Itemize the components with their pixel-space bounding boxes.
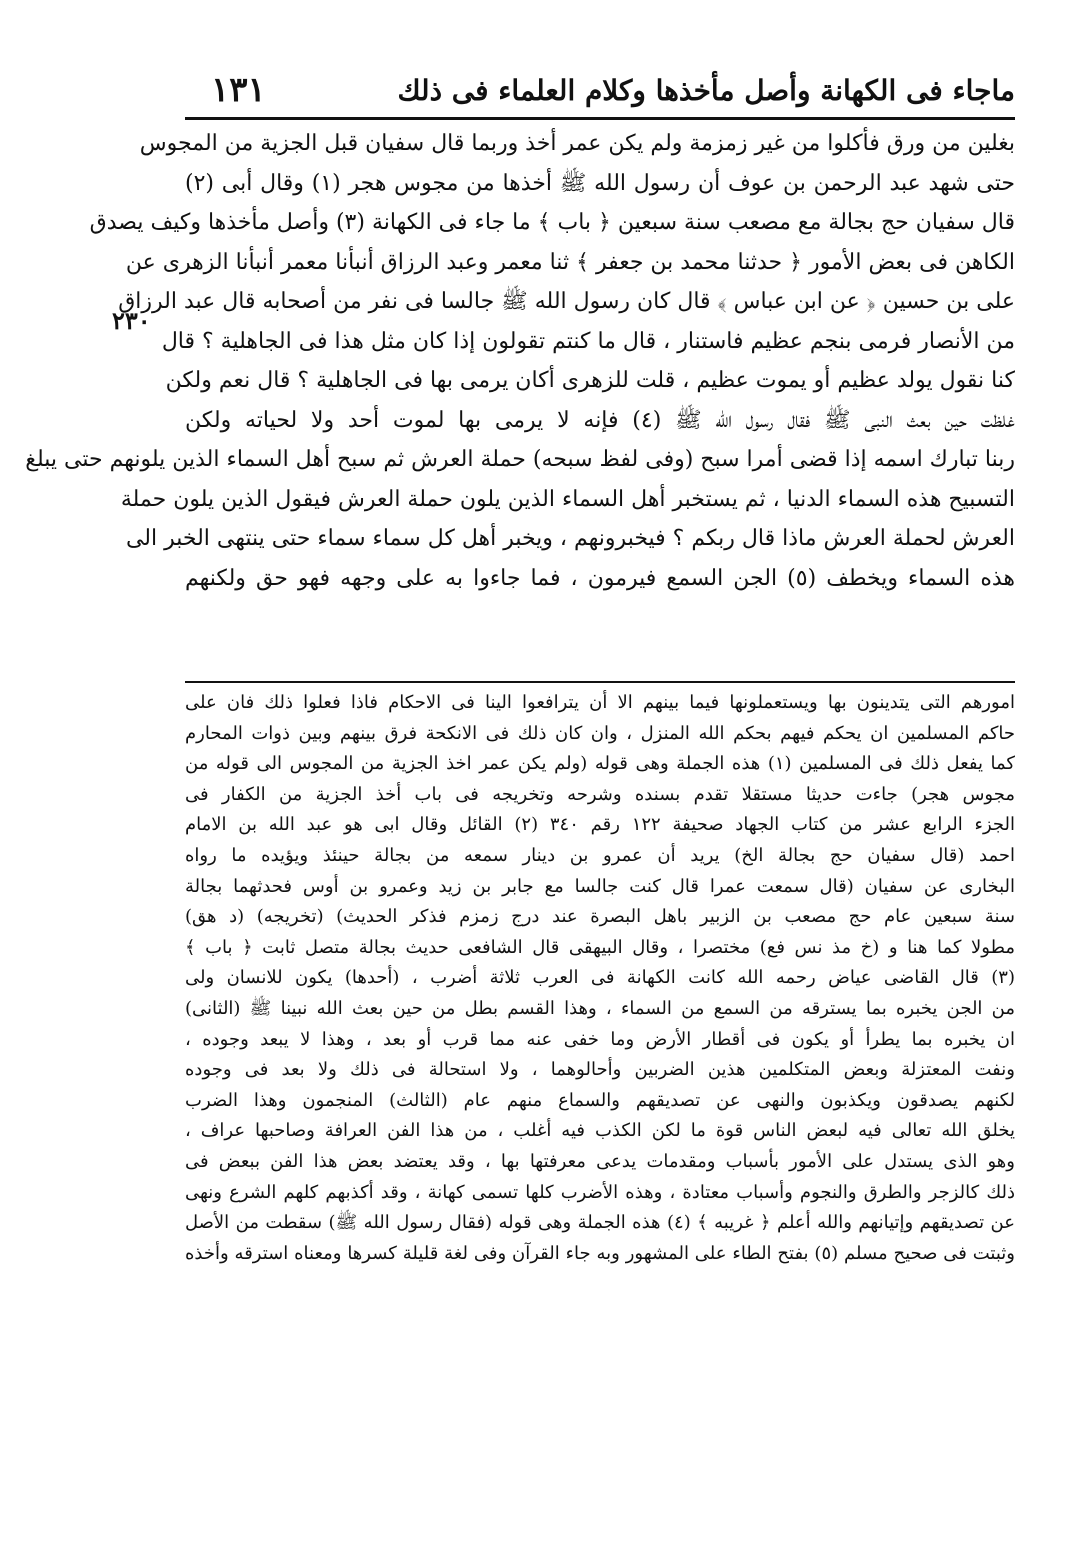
main-line: بغلين من ورق فأكلوا من غير زمزمة ولم يكن عمر أخذ وربما قال سفيان قبل الجزية من المجوس — [139, 131, 1015, 156]
footnote-line: الجزء الرابع عشر من كتاب الجهاد صحيفة ١٢٢ رقم ٣٤٠ (٢) القائل وقال ابى هو عبد الله بن الامام — [185, 814, 1015, 836]
footnote-line: من الجن يخبره بما يسترقه من السمع من السماء ، وهذا القسم بطل من حين بعث الله نبينا ﷺ (الثانى) — [185, 997, 1015, 1019]
footnote-line: يخلق الله تعالى فيه لبعض الناس قوة ما لكن الكذب فيه أغلب ، من هذا الفن العرافة وصاحبها عراف ، — [185, 1120, 1015, 1142]
footnote-line: مطولا كما هنا و (خ مذ نس فع) مختصرا ، وقال البيهقى قال الشافعى حديث بجالة متصل ثابت ﴿ باب ﴾ — [185, 936, 1015, 958]
footnote-line: امورهم التى يتدينون بها ويستعملونها فيما بينهم الا أن يترافعوا الينا فى الاحكام فاذا فعلوا ذلك فان على — [185, 692, 1015, 713]
main-line: على بن حسين ﴿ عن ابن عباس ﴾ قال كان رسول الله ﷺ جالسا فى نفر من أصحابه قال عبد الرزاق — [118, 289, 1015, 314]
footnote-line: كما يفعل ذلك فى المسلمين (١) هذه الجملة وهى قوله (ولم يكن عمر اخذ الجزية من المجوس الى قوله من — [185, 753, 1016, 775]
page-title: ماجاء فى الكهانة وأصل مأخذها وكلام العلماء فى ذلك — [397, 74, 1015, 107]
footnote-line: ان يخبره بما يطرأ أو يكون فى أقطار الأرض وما خفى عنه مما قرب أو بعد ، وهذا لا يبعد وجوده ، — [185, 1028, 1015, 1050]
footnote-divider — [185, 681, 1015, 683]
footnote-line: البخارى عن سفيان (قال سمعت عمرا قال كنت جالسا مع جابر بن زيد وعمرو بن أوس فحدثهما بجالة — [185, 875, 1015, 897]
footnote-line: ونفت المعتزلة وبعض المتكلمين هذين الضربين وأحالوهما ، ولا استحالة فى ذلك ولا بعد فى وجوده — [185, 1059, 1015, 1081]
footnote-line: لكنهم يصدقون ويكذبون والنهى عن تصديقهم والسماع منهم عام (الثالث) المنجمون وهذا الضرب — [185, 1089, 1015, 1111]
footnote-line: سنة سبعين عام حج مصعب بن الزبير باهل البصرة عند درج زمزم فذكر الحديث) (تخريجه) (د هق) — [185, 906, 1015, 928]
footnote-line: وثبتت فى صحيح مسلم (٥) بفتح الطاء على المشهور وبه جاء القرآن وفى لغة قليلة كسرها ومعناه استرقه وأخذه — [185, 1242, 1015, 1264]
main-line: كنا نقول يولد عظيم أو يموت عظيم ، قلت للزهرى أكان يرمى بها فى الجاهلية ؟ قال نعم ولكن — [165, 368, 1015, 393]
main-line: التسبيح هذه السماء الدنيا ، ثم يستخبر أهل السماء الذين يلون حملة العرش فيقول الذين يلون حملة — [120, 486, 1015, 512]
main-line: هذه السماء ويخطف (٥) الجن السمع فيرمون ، فما جاءوا به على وجهه فهو حق ولكنهم — [185, 565, 1015, 591]
footnote-line: وهو الذى يستدل على الأمور بأسباب ومقدمات يدعى معرفتها بها ، وقد يعتضد بعض هذا الفن ببعض فى — [185, 1150, 1015, 1172]
header-rule — [185, 117, 1015, 120]
main-line: الكاهن فى بعض الأمور ﴿ حدثنا محمد بن جعفر ﴾ ثنا معمر وعبد الرزاق أنبأنا معمر أنبأنا الزهرى عن — [125, 249, 1015, 275]
main-line: قال سفيان حج بجالة مع مصعب سنة سبعين ﴿ باب ﴾ ما جاء فى الكهانة (٣) وأصل مأخذها وكيف يصدق — [89, 210, 1015, 235]
main-line: ربنا تبارك اسمه إذا قضى أمرا سبح (وفى لفظ سبحه) حملة العرش ثم سبح أهل السماء الذين يلونهم حتى يبلغ — [25, 447, 1015, 472]
footnote-line: مجوس هجر) جاءت حديثا مستقلا تقدم بسنده وشرحه وتخريجه فى باب أخذ الجزية من الكفار فى — [185, 783, 1015, 805]
footnote-line: ذلك كالزجر والطرق والنجوم وأسباب معتادة ، وهذه الأضرب كلها تسمى كهانة ، وقد أكذبهم كلهم الشرع ونهى — [185, 1181, 1015, 1203]
main-line: غلظت حين بعث النبى ﷺ فقال رسول الله ﷺ (٤) فإنه لا يرمى بها لموت أحد ولا لحياته ولكن — [185, 407, 1015, 433]
footnotes — [185, 688, 1015, 1269]
footnote-line: احمد (قال سفيان حج بجالة الخ) يريد أن عمرو بن دينار سمعه من بجالة حينئذ ويؤيده ما رواه — [185, 844, 1015, 866]
main-line: حتى شهد عبد الرحمن بن عوف أن رسول الله ﷺ أخذها من مجوس هجر (١) وقال أبى (٢) — [185, 170, 1016, 196]
main-line: العرش لحملة العرش ماذا قال ربكم ؟ فيخبرونهم ، ويخبر أهل كل سماء سماء حتى ينتهى الخبر الى — [125, 526, 1015, 551]
page-number: ١٣١ — [211, 70, 266, 110]
footnote-line: حاكم المسلمين ان يحكم فيهم بحكم الله المنزل ، وان كان ذلك فى الانكحة فرق بينهم وبين ذوات المحارم — [185, 722, 1015, 744]
footnote-line: عن تصديقهم وإتيانهم والله أعلم ﴿ غريبه ﴾ (٤) هذه الجملة وهى قوله (فقال رسول الله ﷺ) سقطت من الأصل — [185, 1212, 1016, 1234]
main-line: من الأنصار فرمى بنجم عظيم فاستنار ، قال ما كنتم تقولون إذا كان مثل هذا فى الجاهلية ؟ قال — [161, 328, 1015, 354]
footnote-line: (٣) قال القاضى عياض رحمه الله كانت الكهانة فى العرب ثلاثة أضرب ، (أحدها) يكون للانسان ولى — [185, 967, 1015, 989]
page-header — [195, 70, 1015, 116]
margin-number: ٢٣٠ — [112, 306, 151, 335]
